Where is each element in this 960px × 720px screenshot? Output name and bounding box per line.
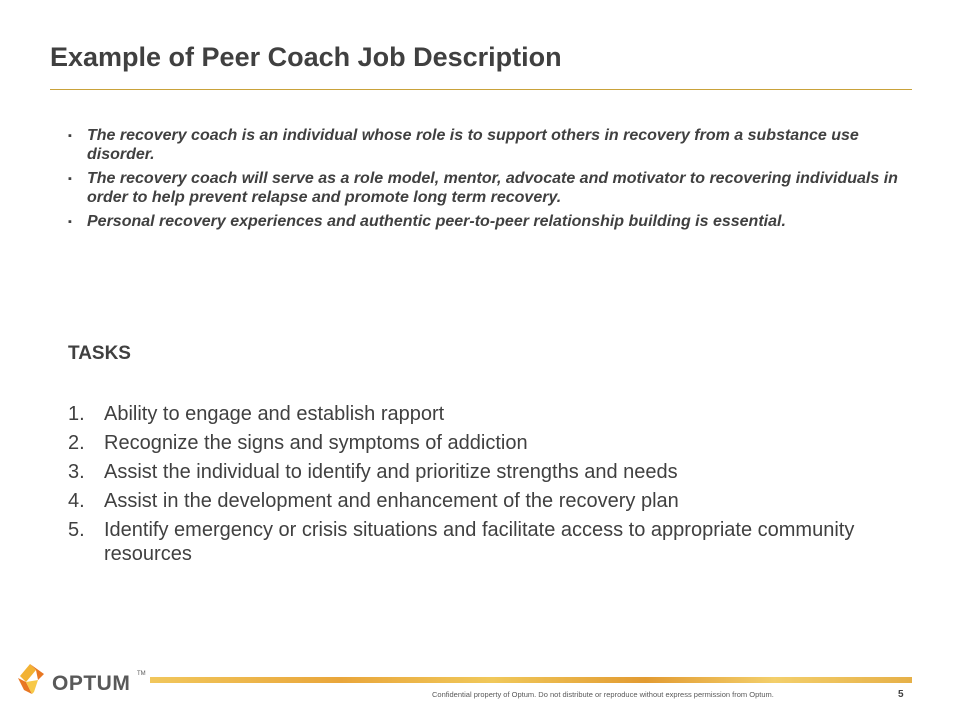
tasks-heading: TASKS [68, 343, 131, 364]
tasks-list [68, 402, 918, 571]
confidentiality-notice: Confidential property of Optum. Do not distribute or reproduce without express permission from Optum. [432, 690, 774, 699]
task-item [68, 489, 918, 513]
task-item [68, 518, 918, 566]
task-text: Assist the individual to identify and prioritize strengths and needs [104, 461, 678, 483]
optum-logo-mark-icon [16, 660, 50, 700]
task-text: Assist in the development and enhancement of the recovery plan [104, 490, 679, 512]
task-number: 3. [68, 461, 85, 483]
trademark-mark: TM [137, 671, 146, 677]
description-bullet-list [68, 126, 908, 236]
footer-accent-bar [150, 677, 912, 683]
bullet-text: Personal recovery experiences and authentic peer-to-peer relationship building is essential. [87, 213, 786, 230]
task-number: 4. [68, 490, 85, 512]
bullet-item [68, 169, 908, 207]
task-item [68, 431, 918, 455]
optum-logo [16, 660, 146, 700]
task-item [68, 460, 918, 484]
task-text: Recognize the signs and symptoms of addiction [104, 432, 528, 454]
bullet-marker: ▪ [68, 173, 72, 185]
task-text: Identify emergency or crisis situations and facilitate access to appropriate community resources [104, 519, 855, 565]
bullet-text: The recovery coach will serve as a role model, mentor, advocate and motivator to recovering individuals in order to help prevent relapse and promote long term recovery. [87, 170, 898, 206]
task-number: 1. [68, 403, 85, 425]
bullet-item [68, 126, 908, 164]
task-item [68, 402, 918, 426]
task-number: 2. [68, 432, 85, 454]
bullet-item [68, 212, 908, 231]
bullet-text: The recovery coach is an individual whose role is to support others in recovery from a substance use disorder. [87, 127, 859, 163]
task-text: Ability to engage and establish rapport [104, 403, 445, 425]
slide-title: Example of Peer Coach Job Description [50, 42, 562, 72]
title-divider [50, 89, 912, 90]
bullet-marker: ▪ [68, 130, 72, 142]
optum-logo-text: OPTUM [52, 672, 131, 695]
task-number: 5. [68, 519, 85, 541]
page-number: 5 [898, 689, 904, 700]
bullet-marker: ▪ [68, 216, 72, 228]
